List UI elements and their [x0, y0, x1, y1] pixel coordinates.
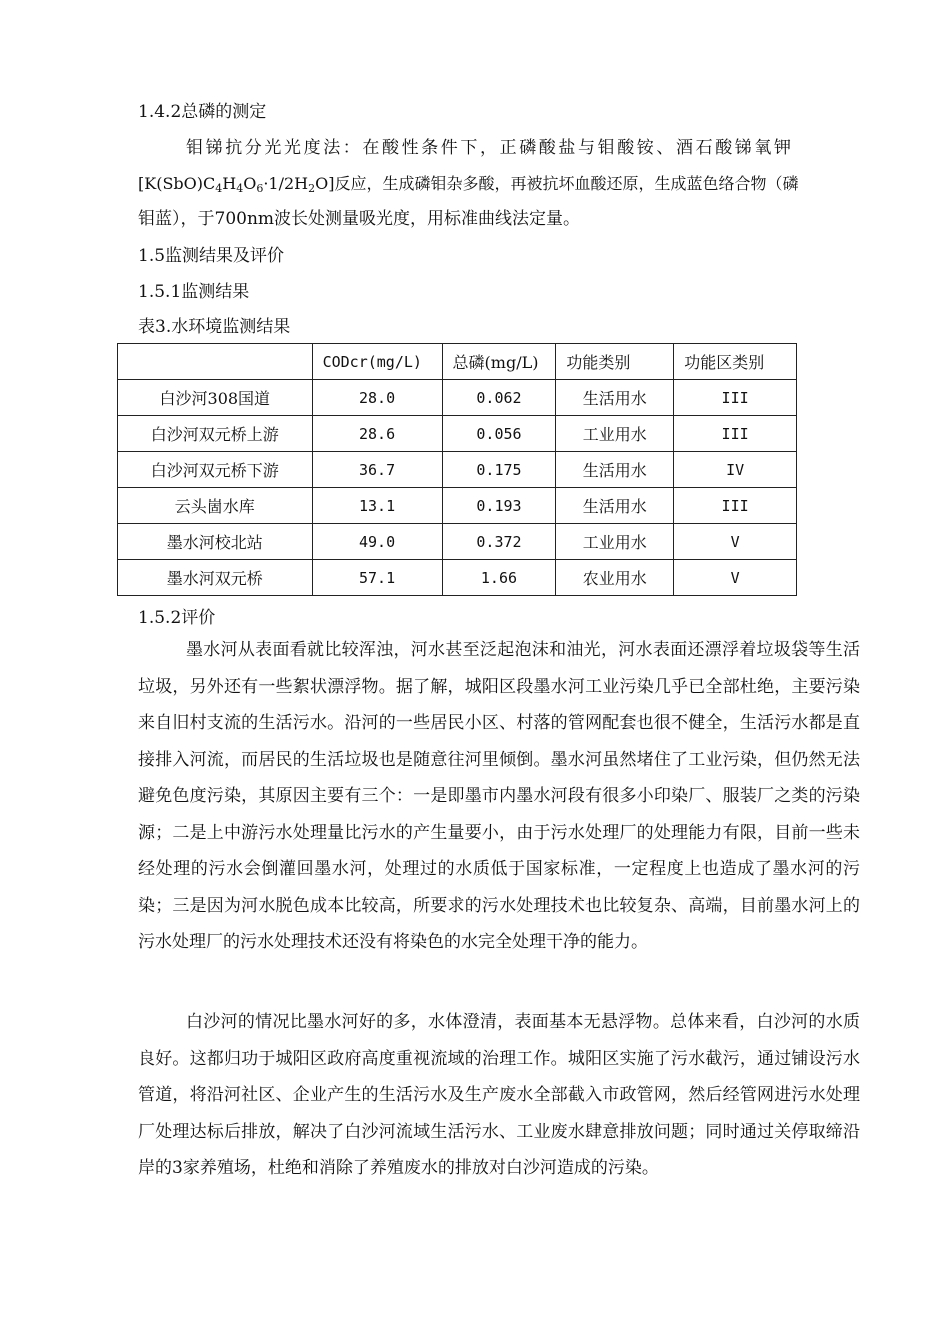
- table-cell: V: [674, 524, 797, 560]
- table-header-cell: [118, 344, 313, 380]
- method-line-3: 钼蓝），于700nm波长处测量吸光度，用标准曲线法定量。: [138, 209, 581, 229]
- monitoring-results-table: [117, 343, 797, 596]
- formula-sub: 4: [236, 182, 244, 195]
- table-cell: 墨水河双元桥: [118, 560, 313, 596]
- table-cell: 白沙河308国道: [118, 380, 313, 416]
- table-cell: 28.6: [312, 416, 442, 452]
- table-cell: III: [674, 416, 797, 452]
- table-cell: 墨水河校北站: [118, 524, 313, 560]
- table-cell: 生活用水: [556, 452, 674, 488]
- table-row: [118, 560, 797, 596]
- table-caption: 表3.水环境监测结果: [138, 317, 291, 337]
- table-cell: 0.372: [442, 524, 556, 560]
- formula-sub: 4: [215, 182, 223, 195]
- table-cell: 1.66: [442, 560, 556, 596]
- formula-sub: 6: [256, 182, 264, 195]
- formula-post: O]反应，生成磷钼杂多酸，再被抗坏血酸还原，生成蓝色络合物（磷: [315, 174, 799, 193]
- table-cell: 云头崮水库: [118, 488, 313, 524]
- evaluation-paragraph-moshui: 墨水河从表面看就比较浑浊，河水甚至泛起泡沫和油光，河水表面还漂浮着垃圾袋等生活垃圾，另外还有一些絮状漂浮物。据了解，城阳区段墨水河工业污染几乎已全部杜绝，主要污染来自旧村支流的生活污水。沿河的一些居民小区、村落的管网配套也很不健全，生活污水都是直接排入河流，而居民的生活垃圾也是随意往河里倾倒。墨水河虽然堵住了工业污染，但仍然无法避免色度污染，其原因主要有三个：一是即墨市内墨水河段有很多小印染厂、服装厂之类的污染源；二是上中游污水处理量比污水的产生量要小，由于污水处理厂的处理能力有限，目前一些未经处理的污水会倒灌回墨水河，处理过的水质低于国家标准，一定程度上也造成了墨水河的污染；三是因为河水脱色成本比较高，所要求的污水处理技术也比较复杂、高端，目前墨水河上的污水处理厂的污水处理技术还没有将染色的水完全处理干净的能力。: [138, 640, 860, 952]
- table-cell: 57.1: [312, 560, 442, 596]
- table-cell: 36.7: [312, 452, 442, 488]
- heading-1-5-2: 1.5.2评价: [138, 608, 216, 628]
- method-line-2: [138, 173, 799, 195]
- table-row: [118, 488, 797, 524]
- table-header-cell: CODcr(mg/L): [312, 344, 442, 380]
- table-cell: 白沙河双元桥下游: [118, 452, 313, 488]
- table-cell: IV: [674, 452, 797, 488]
- formula-o: O: [243, 174, 257, 193]
- table-row: [118, 452, 797, 488]
- table-row: [118, 524, 797, 560]
- table-cell: 农业用水: [556, 560, 674, 596]
- table-cell: 28.0: [312, 380, 442, 416]
- heading-1-4-2: 1.4.2总磷的测定: [138, 102, 267, 122]
- table-cell: III: [674, 380, 797, 416]
- table-cell: 49.0: [312, 524, 442, 560]
- table-cell: 白沙河双元桥上游: [118, 416, 313, 452]
- heading-1-5-1: 1.5.1监测结果: [138, 282, 250, 302]
- method-line-1: 钼锑抗分光光度法：在酸性条件下，正磷酸盐与钼酸铵、酒石酸锑氧钾: [186, 138, 794, 158]
- table-header-row: [118, 344, 797, 380]
- table-cell: 13.1: [312, 488, 442, 524]
- formula-h: H: [222, 174, 237, 193]
- table-cell: 0.056: [442, 416, 556, 452]
- formula-sub: 2: [308, 182, 316, 195]
- table-row: [118, 416, 797, 452]
- formula-mid: ·1/2H: [263, 174, 309, 193]
- table-cell: 0.175: [442, 452, 556, 488]
- table-cell: V: [674, 560, 797, 596]
- table-header-cell: 功能区类别: [674, 344, 797, 380]
- table-cell: 工业用水: [556, 416, 674, 452]
- table-cell: 0.062: [442, 380, 556, 416]
- table-cell: 生活用水: [556, 488, 674, 524]
- table-row: [118, 380, 797, 416]
- table-cell: 工业用水: [556, 524, 674, 560]
- formula-prefix: [K(SbO)C: [138, 174, 216, 193]
- evaluation-paragraph-baisha: 白沙河的情况比墨水河好的多，水体澄清，表面基本无悬浮物。总体来看，白沙河的水质良好。这都归功于城阳区政府高度重视流域的治理工作。城阳区实施了污水截污，通过铺设污水管道，将沿河社区、企业产生的生活污水及生产废水全部截入市政管网，然后经管网进污水处理厂处理达标后排放，解决了白沙河流域生活污水、工业废水肆意排放问题；同时通过关停取缔沿岸的3家养殖场，杜绝和消除了养殖废水的排放对白沙河造成的污染。: [138, 1012, 860, 1178]
- table-header-cell: 总磷(mg/L): [442, 344, 556, 380]
- table-cell: 0.193: [442, 488, 556, 524]
- table-header-cell: 功能类别: [556, 344, 674, 380]
- table-cell: 生活用水: [556, 380, 674, 416]
- heading-1-5: 1.5监测结果及评价: [138, 246, 285, 266]
- table-cell: III: [674, 488, 797, 524]
